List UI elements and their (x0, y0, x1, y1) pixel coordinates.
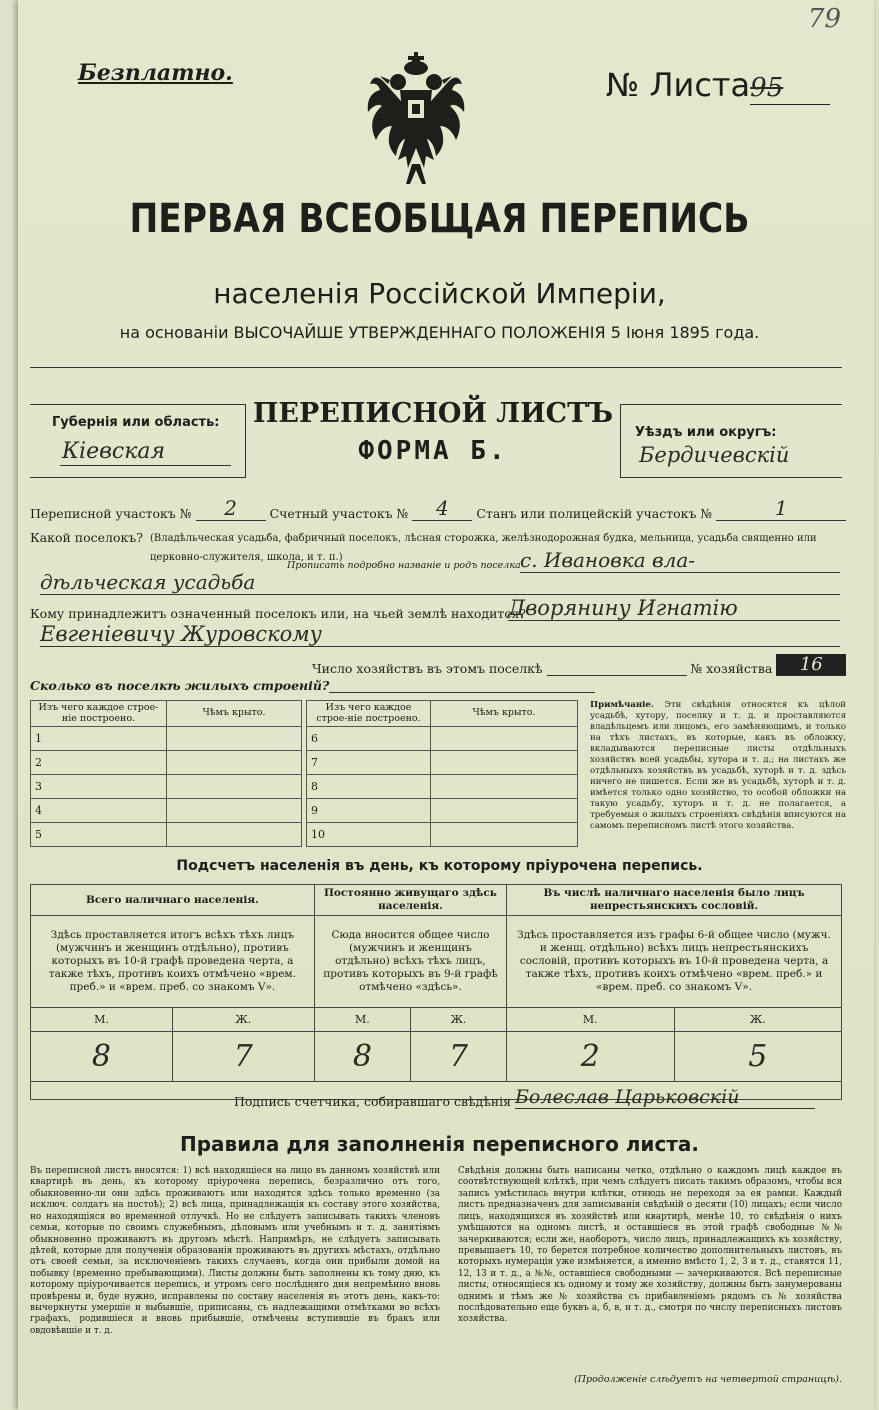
sheet-number-value: 95 (750, 73, 784, 103)
settlement-value-2: дѣльческая усадьба (40, 570, 840, 595)
province-label: Губернія или область: (52, 415, 220, 430)
resident-female-value: 7 (410, 1032, 506, 1082)
nonpeasant-male-value: 2 (507, 1032, 674, 1082)
census-title: ПЕРВАЯ ВСЕОБЩАЯ ПЕРЕПИСЬ (129, 196, 750, 242)
building-row: 6 (307, 727, 431, 751)
building-row: 3 (31, 775, 167, 799)
section-title: Постоянно живущаго здѣсь населенія. (314, 885, 506, 916)
population-heading: Подсчетъ населенія въ день, къ которому пріурочена перепись. (176, 858, 703, 874)
household-no-value: 16 (799, 654, 823, 675)
form-title: ПЕРЕПИСНОЙ ЛИСТЪ (252, 398, 614, 429)
male-label: М. (31, 1008, 173, 1032)
signature-line (234, 1086, 815, 1109)
section-desc: Здѣсь проставляется итогъ всѣхъ тѣхъ лицъ (мужчинъ и женщинъ отдѣльно), противъ которыхъ въ 10-й графѣ проведена черта, а также тѣхъ, противъ коихъ отмѣчено «врем. преб.» и «врем. преб. со знакомъ V». (31, 916, 315, 1008)
county-value: Бердичевскій (639, 443, 790, 467)
census-subtitle: населенія Россійской Имперіи, (213, 277, 666, 310)
counting-district-value: 4 (436, 496, 449, 520)
settlement-value-1: с. Ивановка вла- (520, 548, 840, 573)
province-box (30, 404, 246, 478)
census-district-value: 2 (224, 496, 237, 520)
sheet-number (606, 66, 830, 105)
form-name: ФОРМА Б. (358, 436, 508, 466)
male-label: М. (314, 1008, 410, 1032)
household-no-label: № хозяйства (690, 661, 773, 676)
province-value: Кіевская (62, 439, 166, 464)
building-row: 8 (307, 775, 431, 799)
signature-label: Подпись счетчика, собиравшаго свѣдѣнія (234, 1094, 511, 1109)
districts-line (30, 496, 846, 521)
population-table (30, 884, 842, 1100)
households-label: Число хозяйствъ въ этомъ поселкѣ (312, 661, 543, 676)
nonpeasant-female-value: 5 (674, 1032, 841, 1082)
continued-note: (Продолженіе слѣдуетъ на четвертой страницѣ). (574, 1374, 842, 1385)
building-row: 7 (307, 751, 431, 775)
police-district-label: Станъ или полицейскій участокъ № (476, 506, 713, 521)
section-desc: Сюда вносится общее число (мужчинъ и женщинъ отдѣльно) всѣхъ тѣхъ лицъ, противъ которыхъ въ 9-й графѣ отмѣчено «здѣсь». (314, 916, 506, 1008)
roof-header: Чѣмъ крыто. (431, 701, 578, 727)
building-row: 10 (307, 823, 431, 847)
owner-label: Кому принадлежитъ означенный поселокъ или, на чьей землѣ находится? (30, 606, 526, 621)
building-row: 4 (31, 799, 167, 823)
census-basis: на основаніи ВЫСОЧАЙШЕ УТВЕРЖДЕННАГО ПОЛОЖЕНІЯ 5 Іюня 1895 года. (119, 323, 760, 342)
police-district-value: 1 (774, 496, 788, 520)
sheet-number-label: № Листа (606, 66, 751, 104)
resident-male-value: 8 (314, 1032, 410, 1082)
owner-value-2: Евгеніевичу Журовскому (40, 622, 840, 647)
female-label: Ж. (410, 1008, 506, 1032)
section-title: Всего наличнаго населенія. (31, 885, 315, 916)
counting-district-label: Счетный участокъ № (269, 506, 409, 521)
county-box (620, 404, 842, 478)
buildings-table-right (306, 700, 578, 847)
free-label: Безплатно. (78, 60, 233, 86)
female-label: Ж. (674, 1008, 841, 1032)
divider (30, 367, 842, 368)
double-headed-eagle-icon (364, 52, 468, 188)
settlement-label: Какой поселокъ? (30, 530, 143, 545)
note: Примѣчаніе. Эти свѣдѣнія относятся къ цѣлой усадьбѣ, хутору, поселку и т. д. и проставляются владѣльцемъ или лицомъ, его замѣняющимъ, и только на тѣхъ листахъ, въ которые, какъ въ обложку, вкладываются переписные листы отдѣльныхъ хозяйствъ всей усадьбы, хутора и т. д.; на листахъ же отдѣльныхъ хозяйствъ въ усадьбѣ, хуторѣ и т. д. здѣсь ничего не пишется. Если же въ усадьбѣ, хуторѣ и т. д. имѣется только одно хозяйство, то особой обложки на такую усадьбу, хуторъ и т. д. не полагается, а требуемыя о жилыхъ строеніяхъ свѣдѣнія вписуются на самомъ переписномъ листѣ этого хозяйства. (590, 700, 847, 831)
rules-left: Въ переписной листъ вносятся: 1) всѣ находящіеся на лицо въ данномъ хозяйствѣ или квартирѣ въ день, къ которому пріурочена перепись, безразлично отъ того, обыкновенно-ли они здѣсь проживаютъ или находятся здѣсь только временно (за исключ. солдатъ на постоѣ); 2) всѣ лица, принадлежащія къ составу этого хозяйства, но находящіяся во временной отлучкѣ. Но не слѣдуетъ записывать такихъ членовъ семьи, которые по своимъ служебнымъ, дѣловымъ или учебнымъ и т. д. занятіямъ обыкновенно проживаютъ въ другомъ мѣстѣ. Напримѣръ, не слѣдуетъ записывать дѣтей, которые для полученія образованія проживаютъ въ другихъ мѣстахъ, отдѣльно отъ своей семьи, за исключеніемъ такихъ случаевъ, когда они прибыли домой на побывку (временно пребывающими). Листы должны быть заполнены къ тому дню, къ которому пріурочивается перепись, и утромъ сего послѣдняго дня непремѣнно вновь провѣрены и, буде нужно, исправлены по составу населенія въ этотъ день, какъ-то: вычеркнуты умершіе и выбывшіе, приписаны, съ надлежащими отмѣтками во всѣхъ графахъ, родившіеся и вновь прибывшіе, отмѣчены вступившіе въ бракъ или овдовѣвшіе и т. д. (30, 1166, 440, 1336)
section-desc: Здѣсь проставляется изъ графы 6-й общее число (мужч. и женщ. отдѣльно) всѣхъ лицъ непрестьянскихъ сословій, противъ которыхъ въ 10-й проведена черта, а также тѣхъ, противъ коихъ отмѣчено «врем. преб.» и «врем. преб. со знакомъ V». (507, 916, 842, 1008)
rules-heading: Правила для заполненія переписного листа. (180, 1132, 699, 1156)
male-label: М. (507, 1008, 674, 1032)
female-label: Ж. (172, 1008, 314, 1032)
rules-right: Свѣдѣнія должны быть написаны четко, отдѣльно о каждомъ лицѣ каждое въ соотвѣтствующей клѣткѣ, при чемъ слѣдуетъ писать такимъ образомъ, чтобы вся запись умѣстилась внутри клѣтки, отнюдь не переходя за ея рамки. Каждый листъ предназначенъ для записыванія свѣдѣній о десяти (10) лицахъ; если число лицъ, находящихся въ хозяйствѣ или квартирѣ, менѣе 10, то свѣдѣнія о нихъ умѣщаются на одномъ листѣ, и оставшіеся въ этой графѣ свободные №№ зачеркиваются; если же, наоборотъ, число лицъ, принадлежащихъ къ хозяйству, превышаетъ 10, то берется потребное количество дополнительныхъ листовъ, въ которыхъ нумерація уже измѣняется, а именно вмѣсто 1, 2, 3 и т. д., ставятся 11, 12, 13 и т. д., а №№, оставшіеся свободными — зачеркиваются. Всѣ переписные листы, относящіеся къ одному и тому же хозяйству, должны быть занумерованы однимъ и тѣмъ же № хозяйства съ прибавленіемъ рядомъ съ № хозяйства послѣдовательно еще буквъ а, б, в, и т. д., смотря по числу переписныхъ листовъ хозяйства. (458, 1166, 842, 1325)
settlement-hint: (Владѣльческая усадьба, фабричный поселокъ, лѣсная сторожка, желѣзнодорожная будка, мельница, усадьба священно или церковно-служителя, школа, и т. п.) (150, 533, 817, 563)
county-label: Уѣздъ или округъ: (635, 425, 777, 440)
building-row: 9 (307, 799, 431, 823)
section-title: Въ числѣ наличнаго населенія было лицъ непрестьянскихъ сословій. (507, 885, 842, 916)
households-line (312, 654, 846, 676)
buildings-label: Сколько въ поселкѣ жилыхъ строеній? (30, 678, 595, 693)
material-header: Изъ чего каждое строе-ніе построено. (31, 701, 167, 727)
total-female-value: 7 (172, 1032, 314, 1082)
building-row: 2 (31, 751, 167, 775)
owner-value-1: Дворянину Игнатію (508, 596, 840, 621)
census-district-label: Переписной участокъ № (30, 506, 192, 521)
building-row: 1 (31, 727, 167, 751)
settlement-line (30, 530, 143, 545)
settlement-instruction: Прописать подробно названіе и родъ поселка (287, 560, 521, 571)
building-row: 5 (31, 823, 167, 847)
buildings-table-left (30, 700, 302, 847)
note-text: Эти свѣдѣнія относятся къ цѣлой усадьбѣ, хутору, поселку и т. д. и проставляются владѣльцемъ или лицомъ, его замѣняющимъ, и только на тѣхъ листахъ, въ которые, какъ въ обложку, вкладываются переписные листы отдѣльныхъ хозяйствъ всей усадьбы, хутора и т. д.; на листахъ же отдѣльныхъ хозяйствъ въ усадьбѣ, хуторѣ и т. д. здѣсь ничего не пишется. Если же въ усадьбѣ, хуторѣ и т. д. имѣется только одно хозяйство, то особой обложки на такую усадьбу, хуторъ и т. д. не полагается, а требуемыя о жилыхъ строеніяхъ свѣдѣнія вписуются на самомъ переписномъ листѣ этого хозяйства. (590, 700, 847, 831)
material-header: Изъ чего каждое строе-ніе построено. (307, 701, 431, 727)
signature-value: Болеслав Царьковскій (514, 1086, 740, 1108)
page-number: 79 (807, 4, 841, 34)
total-male-value: 8 (31, 1032, 173, 1082)
roof-header: Чѣмъ крыто. (167, 701, 302, 727)
